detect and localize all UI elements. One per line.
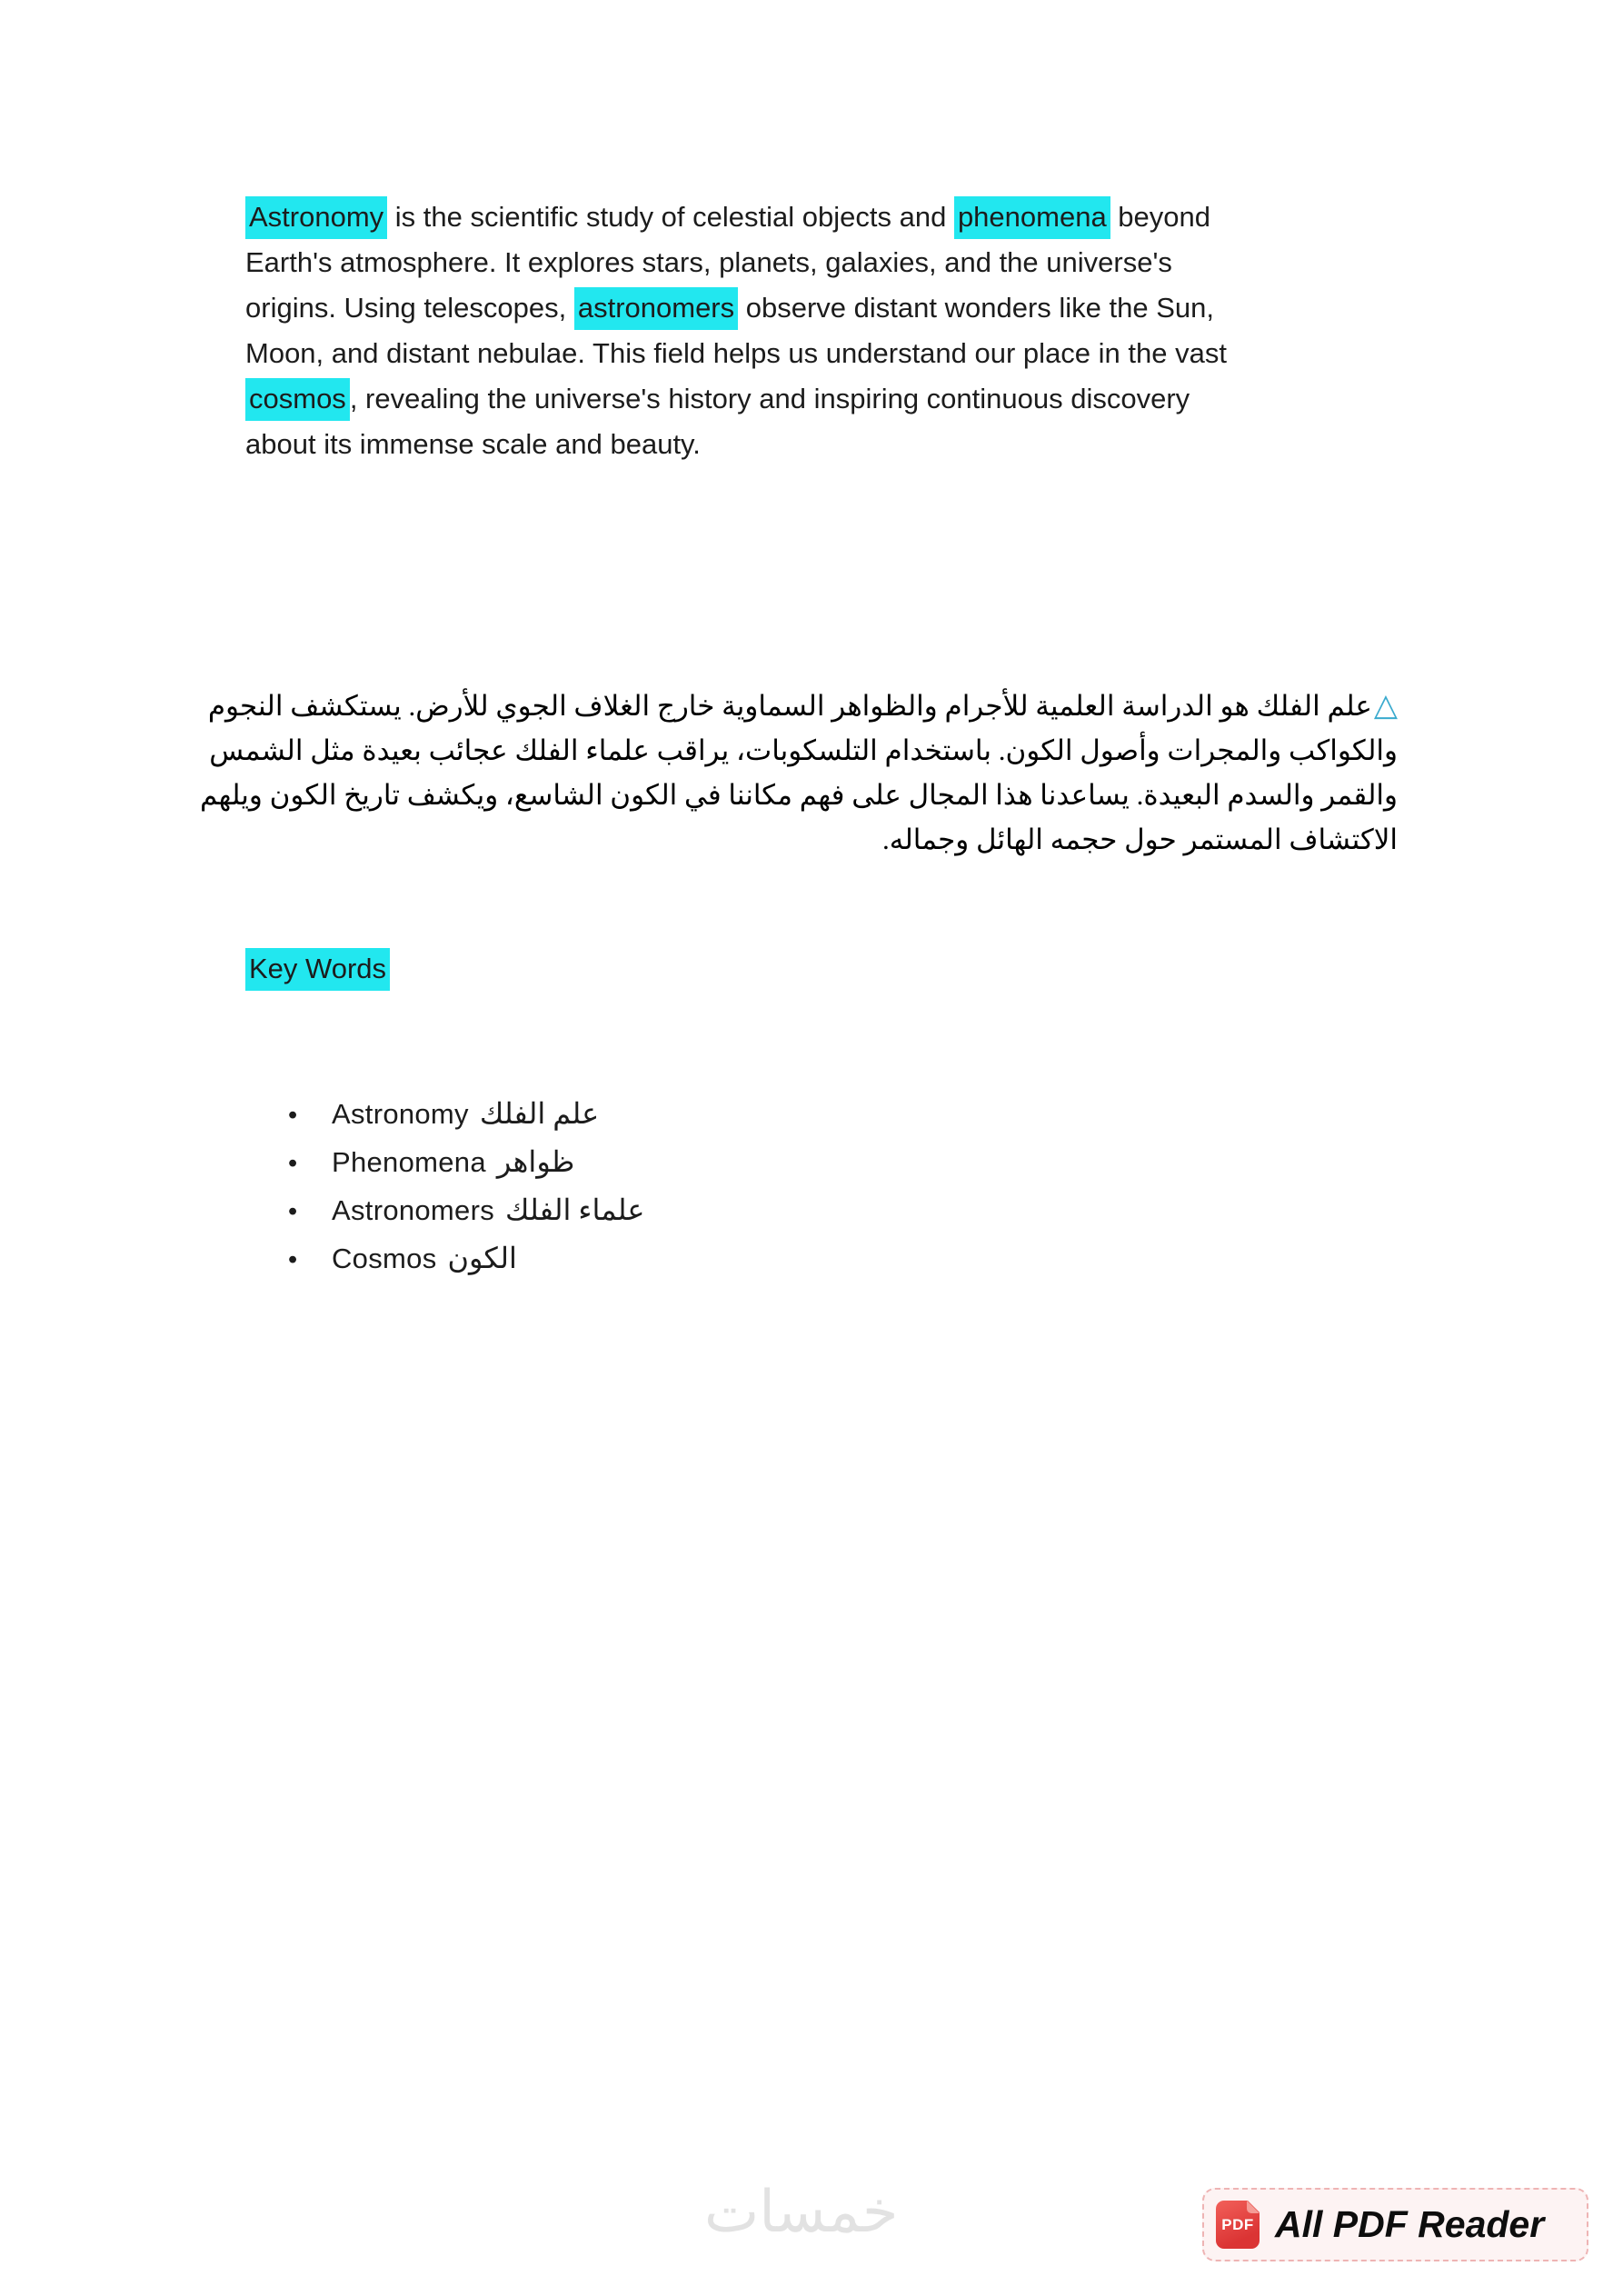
text-segment: , revealing the universe's history and inspiring continuous discovery	[349, 383, 1190, 414]
keywords-list	[288, 1090, 644, 1283]
bullet-icon: •	[288, 1149, 298, 1178]
list-item	[288, 1234, 644, 1283]
intro-line	[245, 376, 1227, 422]
text-segment: observe distant wonders like the Sun,	[738, 292, 1214, 324]
list-item	[288, 1138, 644, 1186]
intro-line	[245, 195, 1227, 240]
keyword-ar: علماء الفلك	[505, 1193, 645, 1226]
text-segment: origins. Using telescopes,	[245, 292, 574, 324]
keyword-en: Phenomena	[332, 1146, 486, 1178]
keyword-en: Cosmos	[332, 1243, 437, 1274]
intro-line	[245, 422, 1227, 467]
highlighted-term: astronomers	[574, 287, 738, 330]
bullet-icon: •	[288, 1245, 298, 1274]
arabic-line	[200, 684, 1398, 728]
watermark: خمسات	[704, 2179, 899, 2246]
keyword-en: Astronomers	[332, 1194, 495, 1226]
arabic-line	[200, 773, 1398, 817]
keyword-ar: الكون	[447, 1242, 517, 1274]
arabic-paragraph	[200, 684, 1398, 862]
keywords-heading	[245, 953, 390, 985]
keyword-en: Astronomy	[332, 1098, 469, 1130]
keywords-heading-highlight: Key Words	[245, 948, 390, 991]
highlighted-term: phenomena	[954, 196, 1110, 239]
arabic-line	[200, 817, 1398, 862]
text-segment: is the scientific study of celestial objects and	[387, 201, 954, 233]
arabic-line	[200, 728, 1398, 773]
text-segment: والكواكب والمجرات وأصول الكون. باستخدام التلسكوبات، يراقب علماء الفلك عجائب بعيدة مثل الشمس	[209, 734, 1398, 766]
keyword-ar: علم الفلك	[479, 1097, 600, 1130]
text-segment: Earth's atmosphere. It explores stars, planets, galaxies, and the universe's	[245, 246, 1172, 278]
text-segment: beyond	[1110, 201, 1211, 233]
annotation-triangle-icon: △	[1373, 687, 1398, 724]
highlighted-term: Astronomy	[245, 196, 387, 239]
text-segment: الاكتشاف المستمر حول حجمه الهائل وجماله.	[881, 824, 1398, 855]
text-segment: والقمر والسدم البعيدة. يساعدنا هذا المجال على فهم مكاننا في الكون الشاسع، ويكشف تاريخ الكون ويلهم	[200, 779, 1398, 811]
list-item	[288, 1090, 644, 1138]
intro-paragraph	[245, 195, 1227, 467]
intro-line	[245, 240, 1227, 285]
highlighted-term: cosmos	[245, 378, 350, 421]
text-segment: Moon, and distant nebulae. This field helps us understand our place in the vast	[245, 337, 1227, 369]
text-segment: about its immense scale and beauty.	[245, 428, 701, 460]
bullet-icon: •	[288, 1101, 298, 1130]
list-item	[288, 1186, 644, 1234]
text-segment: علم الفلك هو الدراسة العلمية للأجرام والظواهر السماوية خارج الغلاف الجوي للأرض. يستكشف النجوم	[207, 690, 1372, 722]
keyword-ar: ظواهر	[496, 1145, 575, 1178]
pdf-icon-label: PDF	[1221, 2215, 1254, 2233]
intro-line	[245, 331, 1227, 376]
pdf-reader-badge[interactable]	[1202, 2188, 1588, 2261]
bullet-icon: •	[288, 1197, 298, 1226]
intro-line	[245, 285, 1227, 331]
pdf-icon	[1216, 2201, 1260, 2249]
badge-label: All PDF Reader	[1275, 2203, 1545, 2245]
